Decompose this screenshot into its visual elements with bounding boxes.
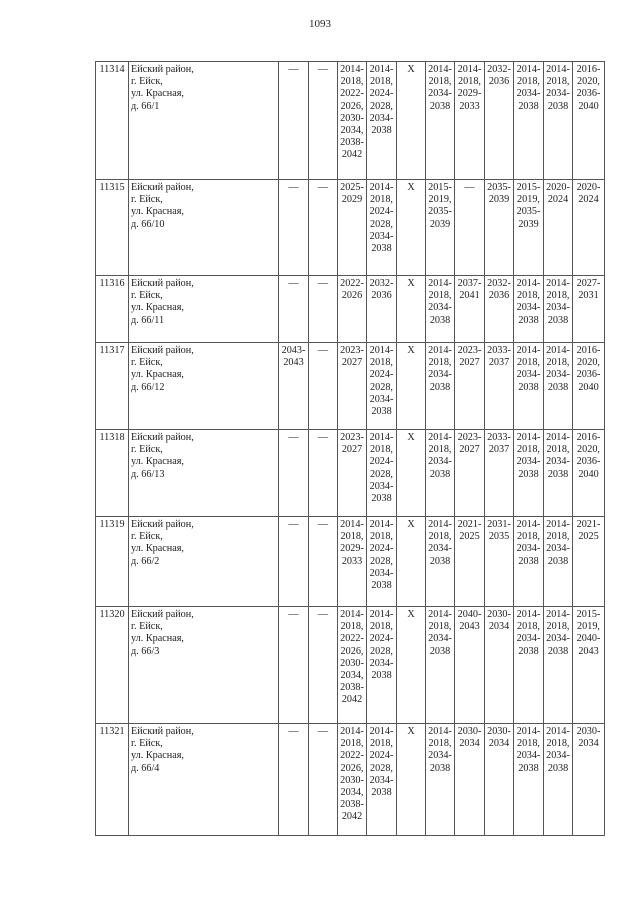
period-cell: — [309,62,338,180]
period-cell: 2021- 2025 [573,517,605,607]
table-row [96,724,605,836]
period-cell: — [309,607,338,724]
table-row [96,343,605,430]
period-cell: 2020- 2024 [544,180,573,276]
period-cell: 2014- 2018, 2022- 2026, 2030- 2034, 2038- 2042 [338,724,367,836]
period-cell: 2014- 2018, 2024- 2028, 2034- 2038 [367,180,397,276]
period-cell: Х [397,607,426,724]
period-cell: Х [397,276,426,343]
period-cell: — [309,517,338,607]
period-cell: 2014- 2018, 2034- 2038 [514,62,544,180]
period-cell: 2032- 2036 [485,276,514,343]
table-row [96,62,605,180]
address-cell: Ейский район, г. Ейск, ул. Красная, д. 66/1 [129,62,279,180]
period-cell: 2030- 2034 [485,724,514,836]
period-cell: — [309,724,338,836]
period-cell: 2030- 2034 [573,724,605,836]
period-cell: 2014- 2018, 2034- 2038 [544,62,573,180]
period-cell: 2016- 2020, 2036- 2040 [573,62,605,180]
period-cell: 2043- 2043 [279,343,309,430]
row-number-cell: 11318 [96,430,129,517]
period-cell: 2014- 2018, 2034- 2038 [544,724,573,836]
address-cell: Ейский район, г. Ейск, ул. Красная, д. 66/12 [129,343,279,430]
address-cell: Ейский район, г. Ейск, ул. Красная, д. 66/4 [129,724,279,836]
period-cell: 2022- 2026 [338,276,367,343]
period-cell: 2014- 2018, 2034- 2038 [514,724,544,836]
period-cell: — [309,276,338,343]
period-cell: 2023- 2027 [455,343,485,430]
registry-table [95,61,605,836]
period-cell: — [309,180,338,276]
address-cell: Ейский район, г. Ейск, ул. Красная, д. 66/11 [129,276,279,343]
period-cell: 2014- 2018, 2024- 2028, 2034- 2038 [367,343,397,430]
period-cell: 2014- 2018, 2034- 2038 [514,430,544,517]
row-number-cell: 11315 [96,180,129,276]
row-number-cell: 11317 [96,343,129,430]
period-cell: 2014- 2018, 2034- 2038 [514,517,544,607]
period-cell: Х [397,343,426,430]
period-cell: 2030- 2034 [455,724,485,836]
address-cell: Ейский район, г. Ейск, ул. Красная, д. 66/13 [129,430,279,517]
period-cell: 2025- 2029 [338,180,367,276]
period-cell: 2014- 2018, 2034- 2038 [514,607,544,724]
period-cell: 2015- 2019, 2040- 2043 [573,607,605,724]
period-cell: 2016- 2020, 2036- 2040 [573,343,605,430]
period-cell: 2033- 2037 [485,430,514,517]
period-cell: 2032- 2036 [485,62,514,180]
table-row [96,180,605,276]
period-cell: 2014- 2018, 2022- 2026, 2030- 2034, 2038- 2042 [338,607,367,724]
period-cell: 2033- 2037 [485,343,514,430]
period-cell: 2014- 2018, 2034- 2038 [426,517,455,607]
period-cell: 2030- 2034 [485,607,514,724]
period-cell: 2014- 2018, 2034- 2038 [544,343,573,430]
period-cell: 2035- 2039 [485,180,514,276]
period-cell: 2014- 2018, 2024- 2028, 2034- 2038 [367,607,397,724]
period-cell: 2014- 2018, 2034- 2038 [544,607,573,724]
row-number-cell: 11316 [96,276,129,343]
period-cell: 2027- 2031 [573,276,605,343]
period-cell: 2014- 2018, 2029- 2033 [338,517,367,607]
row-number-cell: 11314 [96,62,129,180]
period-cell: 2031- 2035 [485,517,514,607]
period-cell: 2032- 2036 [367,276,397,343]
period-cell: 2014- 2018, 2022- 2026, 2030- 2034, 2038- 2042 [338,62,367,180]
period-cell: 2015- 2019, 2035- 2039 [514,180,544,276]
period-cell: 2014- 2018, 2034- 2038 [544,430,573,517]
period-cell: 2015- 2019, 2035- 2039 [426,180,455,276]
period-cell: 2014- 2018, 2024- 2028, 2034- 2038 [367,62,397,180]
period-cell: 2014- 2018, 2034- 2038 [544,276,573,343]
period-cell: 2014- 2018, 2029- 2033 [455,62,485,180]
period-cell: 2037- 2041 [455,276,485,343]
period-cell: 2021- 2025 [455,517,485,607]
period-cell: 2023- 2027 [338,343,367,430]
period-cell: 2014- 2018, 2024- 2028, 2034- 2038 [367,430,397,517]
period-cell: 2014- 2018, 2034- 2038 [426,343,455,430]
period-cell: 2014- 2018, 2034- 2038 [544,517,573,607]
period-cell: 2014- 2018, 2034- 2038 [514,343,544,430]
period-cell: 2014- 2018, 2024- 2028, 2034- 2038 [367,517,397,607]
table-row [96,607,605,724]
period-cell: — [279,724,309,836]
period-cell: 2014- 2018, 2034- 2038 [426,724,455,836]
table-row [96,276,605,343]
period-cell: — [309,343,338,430]
period-cell: 2014- 2018, 2034- 2038 [426,276,455,343]
period-cell: — [279,607,309,724]
period-cell: 2014- 2018, 2034- 2038 [426,62,455,180]
period-cell: 2014- 2018, 2034- 2038 [426,607,455,724]
address-cell: Ейский район, г. Ейск, ул. Красная, д. 66/2 [129,517,279,607]
table-row [96,517,605,607]
period-cell: — [279,517,309,607]
row-number-cell: 11320 [96,607,129,724]
period-cell: 2020- 2024 [573,180,605,276]
period-cell: — [279,276,309,343]
period-cell: — [279,180,309,276]
address-cell: Ейский район, г. Ейск, ул. Красная, д. 66/3 [129,607,279,724]
period-cell: Х [397,180,426,276]
period-cell: — [455,180,485,276]
period-cell: 2014- 2018, 2034- 2038 [514,276,544,343]
period-cell: 2023- 2027 [455,430,485,517]
period-cell: 2014- 2018, 2034- 2038 [426,430,455,517]
period-cell: 2023- 2027 [338,430,367,517]
row-number-cell: 11321 [96,724,129,836]
period-cell: Х [397,62,426,180]
period-cell: Х [397,724,426,836]
period-cell: Х [397,430,426,517]
address-cell: Ейский район, г. Ейск, ул. Красная, д. 66/10 [129,180,279,276]
period-cell: 2014- 2018, 2024- 2028, 2034- 2038 [367,724,397,836]
period-cell: — [279,62,309,180]
period-cell: — [309,430,338,517]
period-cell: — [279,430,309,517]
row-number-cell: 11319 [96,517,129,607]
period-cell: 2040- 2043 [455,607,485,724]
period-cell: 2016- 2020, 2036- 2040 [573,430,605,517]
period-cell: Х [397,517,426,607]
page-number: 1093 [309,18,331,30]
table-row [96,430,605,517]
